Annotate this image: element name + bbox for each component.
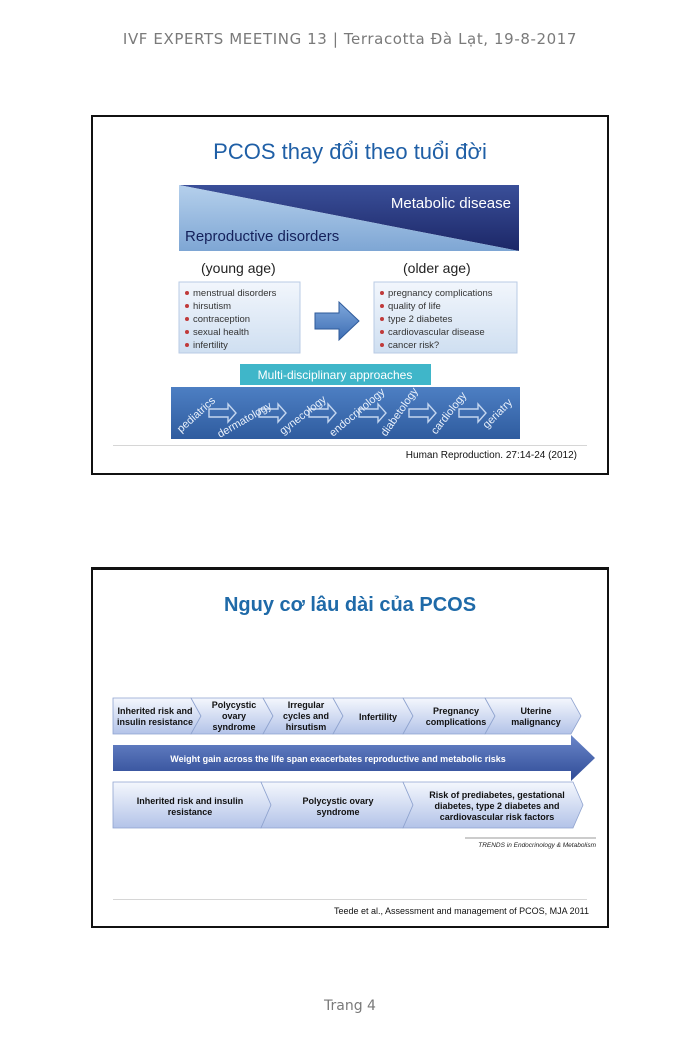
slide-divider xyxy=(113,445,587,446)
older-age-label: (older age) xyxy=(403,260,471,276)
discipline-label: cardiology xyxy=(428,389,470,437)
step-label: diabetes, type 2 diabetes and xyxy=(434,801,560,811)
discipline-label: endocrinology xyxy=(327,386,388,440)
discipline-label: gynecology xyxy=(277,393,329,438)
older-item: pregnancy complications xyxy=(388,288,493,299)
metabolic-label: Metabolic disease xyxy=(390,195,511,212)
reproductive-label: Reproductive disorders xyxy=(185,228,340,245)
step-label: Inherited risk and insulin xyxy=(136,796,244,806)
step-label: ovary xyxy=(221,711,247,721)
discipline-label: geriatry xyxy=(480,396,516,432)
step-label: cycles and xyxy=(282,711,330,721)
step-label: resistance xyxy=(167,807,213,817)
discipline-label: dermatology xyxy=(215,399,274,441)
step-label: hirsutism xyxy=(285,722,327,732)
document-header: IVF EXPERTS MEETING 13 | Terracotta Đà Lạt, 19-8-2017 xyxy=(122,30,578,48)
older-item: cardiovascular disease xyxy=(388,327,485,338)
slide-title: PCOS thay đổi theo tuổi đời xyxy=(213,139,487,164)
young-item: contraception xyxy=(193,314,251,325)
pcos-risk-diagram xyxy=(93,570,607,926)
step-label: insulin resistance xyxy=(116,717,194,727)
step-label: Infertility xyxy=(358,712,398,722)
citation: Human Reproduction. 27:14-24 (2012) xyxy=(405,450,577,461)
top-steps xyxy=(113,698,581,734)
slide-pcos-long-term-risk xyxy=(91,567,609,928)
young-item: sexual health xyxy=(193,327,249,338)
journal-label: TRENDS in Endocrinology & Metabolism xyxy=(478,842,596,849)
step-label: Polycystic ovary xyxy=(302,796,374,806)
older-item: quality of life xyxy=(388,301,441,312)
citation: Teede et al., Assessment and management of PCOS, MJA 2011 xyxy=(334,906,589,916)
progression-arrow xyxy=(315,302,359,340)
pcos-age-diagram xyxy=(93,117,607,473)
young-item: menstrual disorders xyxy=(193,288,277,299)
step-label: malignancy xyxy=(511,717,561,727)
slide-title: Nguy cơ lâu dài của PCOS xyxy=(223,594,477,616)
older-item: cancer risk? xyxy=(388,340,440,351)
step-label: Risk of prediabetes, gestational xyxy=(429,790,565,800)
page-number: Trang 4 xyxy=(324,998,376,1014)
discipline-label: pediatrics xyxy=(174,394,218,436)
step-label: syndrome xyxy=(316,807,360,817)
slide-pcos-age xyxy=(91,115,609,475)
step-label: syndrome xyxy=(212,722,256,732)
step-label: Irregular xyxy=(287,700,325,710)
step-label: Polycystic xyxy=(211,700,257,710)
young-age-label: (young age) xyxy=(201,260,276,276)
step-label: Uterine xyxy=(520,706,552,716)
step-label: Inherited risk and xyxy=(117,706,193,716)
multi-label: Multi-disciplinary approaches xyxy=(257,368,413,382)
young-item: hirsutism xyxy=(193,301,232,312)
discipline-label: diabetology xyxy=(378,385,421,439)
slide-divider xyxy=(113,899,587,900)
weight-gain-label: Weight gain across the life span exacerbates reproductive and metabolic risks xyxy=(170,754,506,764)
young-item: infertility xyxy=(193,340,228,351)
step-label: complications xyxy=(425,717,487,727)
step-label: Pregnancy xyxy=(432,706,480,716)
step-label: cardiovascular risk factors xyxy=(439,812,555,822)
older-item: type 2 diabetes xyxy=(388,314,453,325)
